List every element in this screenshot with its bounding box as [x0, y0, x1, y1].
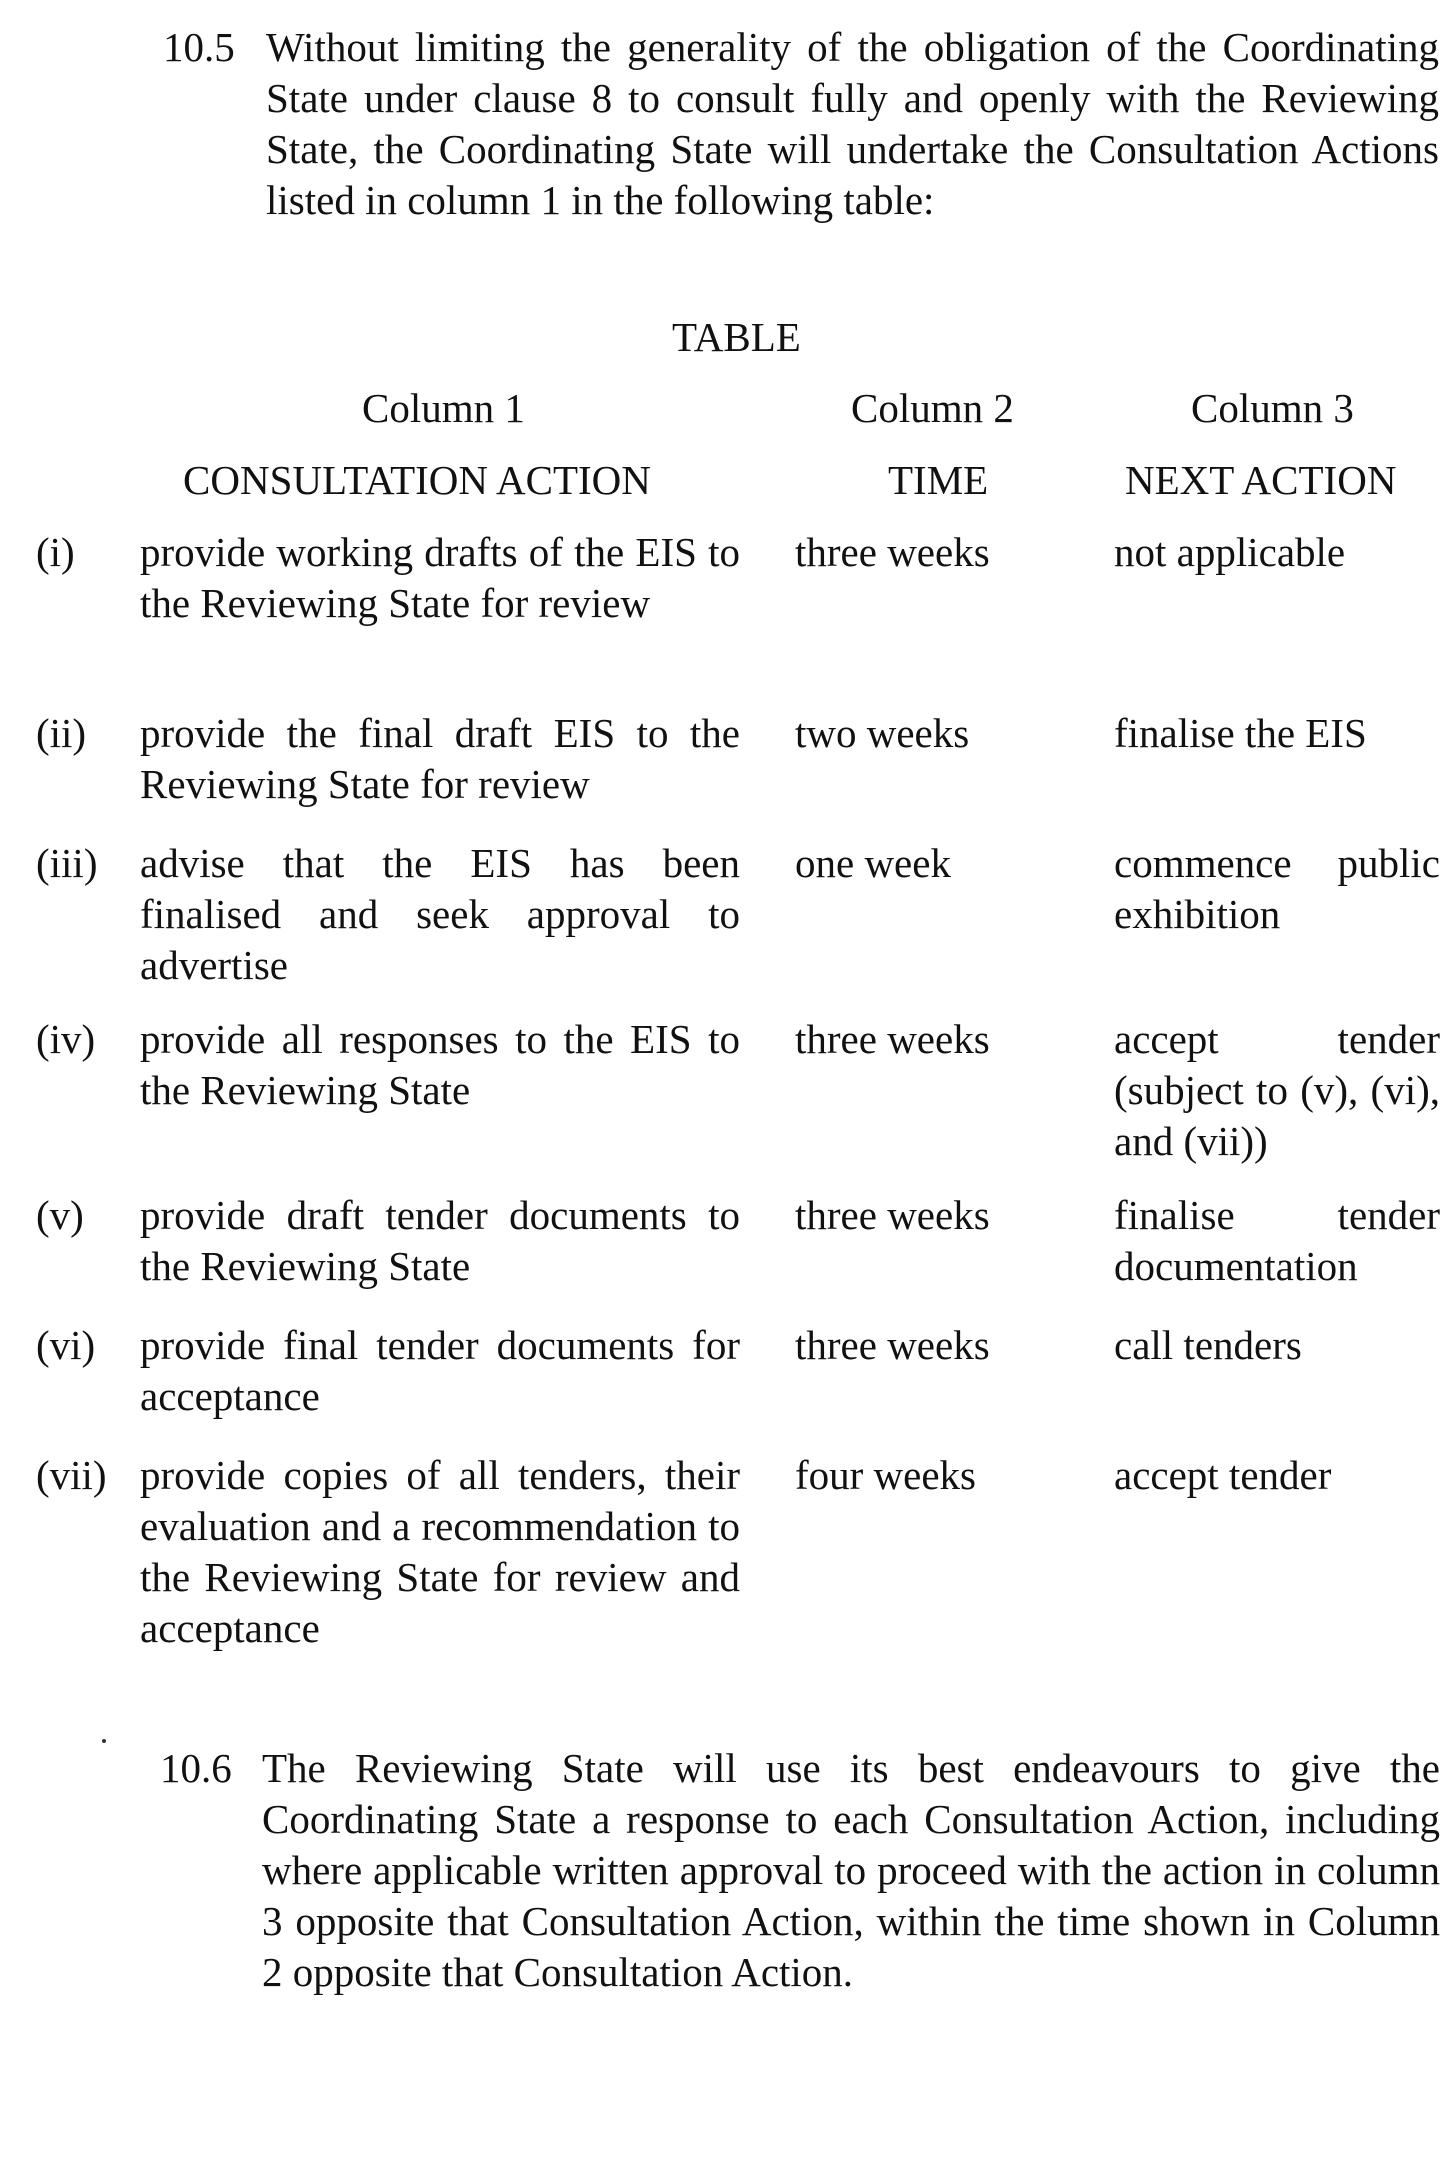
consultation-action: provide draft tender documents to the Reviewing State: [140, 1192, 740, 1289]
consultation-action: provide copies of all tenders, their evaluation and a recommendation to the Reviewing State for review and acceptance: [140, 1452, 740, 1651]
row-number: (iv): [36, 1016, 96, 1062]
column-1-header: Column 1: [362, 385, 525, 431]
row-number: (iii): [36, 840, 98, 886]
paragraph-text: The Reviewing State will use its best endeavours to give the Coordinating State a response to each Consultation Action, including where applicable written approval to proceed with the action in column 3 opposite that Consultation Action, within the time shown in Column 2 opposite that Consultation Action.: [262, 1745, 1440, 1995]
scan-speck: [102, 1739, 106, 1743]
time-value: two weeks: [795, 710, 970, 756]
consultation-action: provide final tender documents for acceptance: [140, 1322, 740, 1419]
column-3-header: Column 3: [1191, 385, 1354, 431]
paragraph-number: 10.6: [160, 1745, 232, 1791]
next-action: accept tender (subject to (v), (vi), and (vii)): [1114, 1016, 1440, 1164]
time-value: three weeks: [795, 1016, 990, 1062]
column-2-subheader: TIME: [888, 457, 989, 503]
time-value: three weeks: [795, 1322, 990, 1368]
column-2-header: Column 2: [851, 385, 1014, 431]
row-number: (vi): [36, 1322, 96, 1368]
column-1-subheader: CONSULTATION ACTION: [183, 457, 651, 503]
column-3-subheader: NEXT ACTION: [1125, 457, 1397, 503]
table-title-text: TABLE: [672, 314, 801, 360]
paragraph-number: 10.5: [163, 24, 235, 70]
next-action: finalise the EIS: [1114, 710, 1367, 756]
time-value: one week: [795, 840, 951, 886]
consultation-action: provide the final draft EIS to the Reviewing State for review: [140, 710, 740, 807]
time-value: three weeks: [795, 529, 990, 575]
next-action: not applicable: [1114, 529, 1346, 575]
paragraph-text: Without limiting the generality of the obligation of the Coordinating State under clause 8 to consult fully and openly with the Reviewing State, the Coordinating State will undertake the Consultation Actions listed in column 1 in the following table:: [266, 24, 1439, 223]
row-number: (v): [36, 1192, 84, 1238]
row-number: (i): [36, 529, 75, 575]
row-number: (ii): [36, 710, 87, 756]
consultation-action: advise that the EIS has been finalised and seek approval to advertise: [140, 840, 740, 988]
next-action: call tenders: [1114, 1322, 1302, 1368]
consultation-action: provide working drafts of the EIS to the Reviewing State for review: [140, 529, 740, 626]
next-action: commence public exhibition: [1114, 840, 1440, 937]
next-action: accept tender: [1114, 1452, 1332, 1498]
row-number: (vii): [36, 1452, 107, 1498]
time-value: four weeks: [795, 1452, 977, 1498]
time-value: three weeks: [795, 1192, 990, 1238]
next-action: finalise tender documentation: [1114, 1192, 1440, 1289]
consultation-action: provide all responses to the EIS to the Reviewing State: [140, 1016, 740, 1113]
